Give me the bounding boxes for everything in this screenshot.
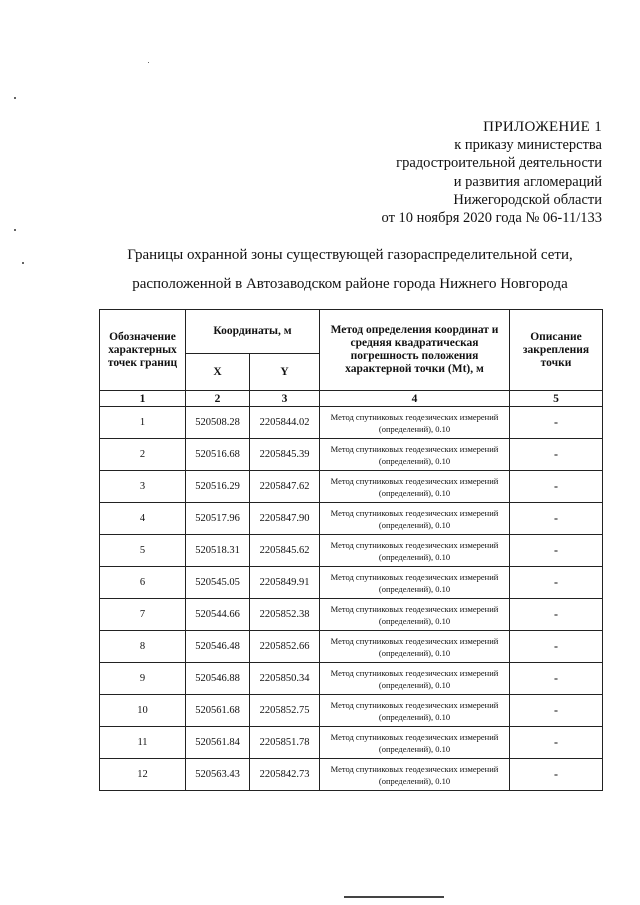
appendix-ministry-line-2: и развития агломераций: [453, 173, 602, 190]
method-cell: Метод спутниковых геодезических измерений (определений), 0.10: [320, 663, 510, 695]
method-cell: Метод спутниковых геодезических измерений (определений), 0.10: [320, 759, 510, 791]
description-cell: -: [510, 535, 603, 567]
x-cell: 520516.29: [186, 471, 250, 503]
scan-speck: [14, 97, 16, 99]
y-cell: 2205842.73: [250, 759, 320, 791]
table-row: [100, 631, 603, 663]
table-row: [100, 439, 603, 471]
header-coordinates: Координаты, м: [186, 310, 320, 354]
table-row: [100, 727, 603, 759]
y-cell: 2205847.62: [250, 471, 320, 503]
boundary-points-table: [99, 309, 603, 791]
point-cell: 5: [100, 535, 186, 567]
y-cell: 2205852.66: [250, 631, 320, 663]
table-row: [100, 663, 603, 695]
description-cell: -: [510, 567, 603, 599]
column-number-row: [100, 391, 603, 407]
table-row: [100, 695, 603, 727]
table-row: [100, 503, 603, 535]
column-number: 4: [320, 391, 510, 407]
table-body: [100, 391, 603, 791]
header-description: Описание закрепления точки: [510, 310, 603, 391]
appendix-order-line: к приказу министерства: [454, 137, 602, 154]
scan-speck: [14, 229, 16, 231]
table-row: [100, 471, 603, 503]
method-cell: Метод спутниковых геодезических измерений (определений), 0.10: [320, 567, 510, 599]
header-y: Y: [250, 354, 320, 391]
table-row: [100, 759, 603, 791]
y-cell: 2205844.02: [250, 407, 320, 439]
appendix-header: [382, 118, 602, 227]
point-cell: 7: [100, 599, 186, 631]
description-cell: -: [510, 599, 603, 631]
table-header-row: [100, 310, 603, 354]
description-cell: -: [510, 695, 603, 727]
y-cell: 2205845.62: [250, 535, 320, 567]
description-cell: -: [510, 439, 603, 471]
header-method: Метод определения координат и средняя квадратическая погрешность положения характерной точки (Mt), м: [320, 310, 510, 391]
appendix-number: ПРИЛОЖЕНИЕ 1: [483, 119, 602, 135]
point-cell: 12: [100, 759, 186, 791]
y-cell: 2205845.39: [250, 439, 320, 471]
scan-speck: [148, 62, 149, 63]
x-cell: 520508.28: [186, 407, 250, 439]
column-number: 3: [250, 391, 320, 407]
point-cell: 8: [100, 631, 186, 663]
y-cell: 2205850.34: [250, 663, 320, 695]
x-cell: 520516.68: [186, 439, 250, 471]
x-cell: 520561.68: [186, 695, 250, 727]
table-row: [100, 599, 603, 631]
method-cell: Метод спутниковых геодезических измерений (определений), 0.10: [320, 631, 510, 663]
title-line-1: Границы охранной зоны существующей газораспределительной сети,: [127, 247, 573, 263]
point-cell: 9: [100, 663, 186, 695]
appendix-date-line: от 10 ноября 2020 года № 06-11/133: [381, 210, 602, 227]
column-number: 1: [100, 391, 186, 407]
appendix-region-line: Нижегородской области: [453, 191, 602, 208]
table-row: [100, 567, 603, 599]
x-cell: 520561.84: [186, 727, 250, 759]
title-line-2: расположенной в Автозаводском районе города Нижнего Новгорода: [132, 276, 568, 292]
description-cell: -: [510, 759, 603, 791]
column-number: 5: [510, 391, 603, 407]
point-cell: 6: [100, 567, 186, 599]
point-cell: 2: [100, 439, 186, 471]
y-cell: 2205851.78: [250, 727, 320, 759]
description-cell: -: [510, 663, 603, 695]
header-x: X: [186, 354, 250, 391]
x-cell: 520544.66: [186, 599, 250, 631]
appendix-ministry-line: градостроительной деятельности: [396, 155, 602, 172]
table-row: [100, 407, 603, 439]
scan-edge-line: [344, 896, 444, 898]
method-cell: Метод спутниковых геодезических измерений (определений), 0.10: [320, 471, 510, 503]
x-cell: 520545.05: [186, 567, 250, 599]
y-cell: 2205847.90: [250, 503, 320, 535]
description-cell: -: [510, 471, 603, 503]
x-cell: 520517.96: [186, 503, 250, 535]
method-cell: Метод спутниковых геодезических измерений (определений), 0.10: [320, 439, 510, 471]
method-cell: Метод спутниковых геодезических измерений (определений), 0.10: [320, 535, 510, 567]
point-cell: 3: [100, 471, 186, 503]
method-cell: Метод спутниковых геодезических измерений (определений), 0.10: [320, 695, 510, 727]
description-cell: -: [510, 631, 603, 663]
point-cell: 10: [100, 695, 186, 727]
method-cell: Метод спутниковых геодезических измерений (определений), 0.10: [320, 407, 510, 439]
x-cell: 520563.43: [186, 759, 250, 791]
table-row: [100, 535, 603, 567]
method-cell: Метод спутниковых геодезических измерений (определений), 0.10: [320, 727, 510, 759]
description-cell: -: [510, 727, 603, 759]
method-cell: Метод спутниковых геодезических измерений (определений), 0.10: [320, 503, 510, 535]
point-cell: 1: [100, 407, 186, 439]
method-cell: Метод спутниковых геодезических измерений (определений), 0.10: [320, 599, 510, 631]
document-title: [0, 241, 640, 299]
x-cell: 520546.48: [186, 631, 250, 663]
header-point: Обозначение характерных точек границ: [100, 310, 186, 391]
description-cell: -: [510, 407, 603, 439]
x-cell: 520518.31: [186, 535, 250, 567]
y-cell: 2205852.75: [250, 695, 320, 727]
point-cell: 4: [100, 503, 186, 535]
description-cell: -: [510, 503, 603, 535]
point-cell: 11: [100, 727, 186, 759]
x-cell: 520546.88: [186, 663, 250, 695]
column-number: 2: [186, 391, 250, 407]
y-cell: 2205852.38: [250, 599, 320, 631]
y-cell: 2205849.91: [250, 567, 320, 599]
